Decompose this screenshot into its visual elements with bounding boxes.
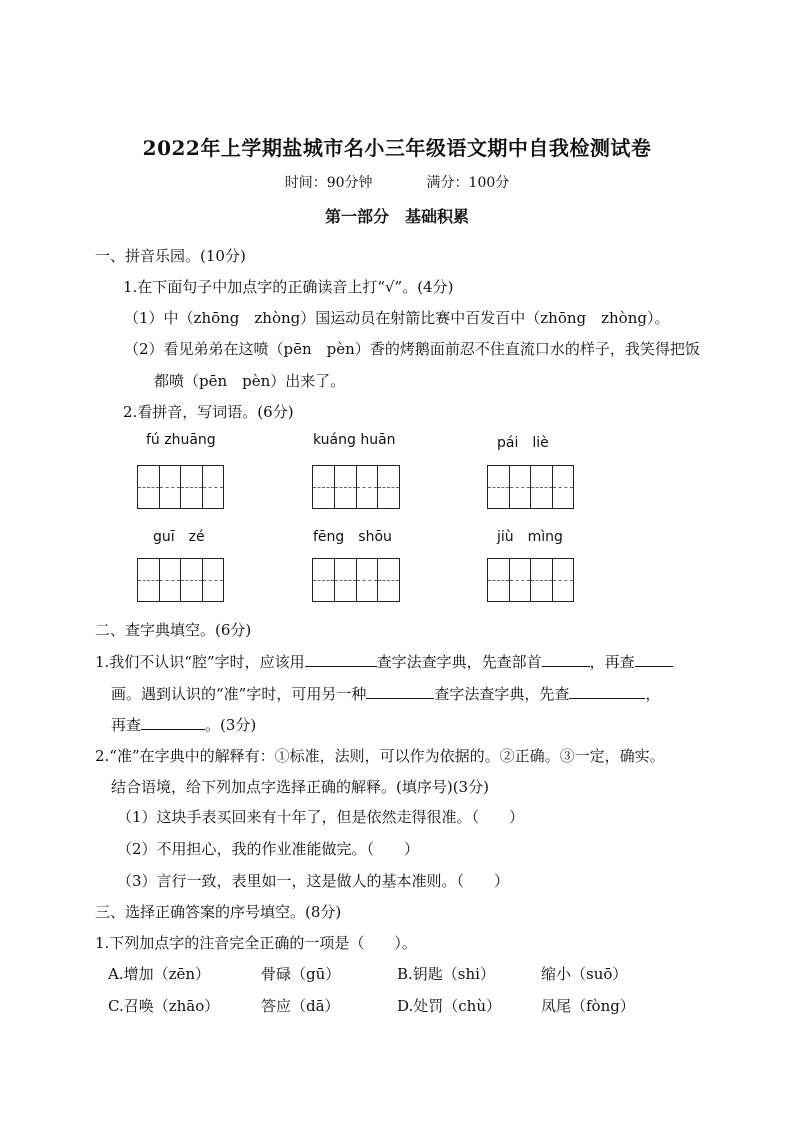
question-text: 。(3分) <box>205 716 257 734</box>
section2-q2-item1: （1）这块手表买回来有十年了，但是依然走得很准。（ ） <box>117 808 525 826</box>
option-c-word2: 答应（dā） <box>261 997 340 1015</box>
section1-q1-item2-line2: 都喷（pēn pèn）出来了。 <box>154 372 346 390</box>
part-title: 第一部分 基础积累 <box>324 207 469 226</box>
section2-q2-item3: （3）言行一致，表里如一，这是做人的基本准则。（ ） <box>117 872 510 890</box>
section1-q1-item1: （1）中（zhōng zhòng）国运动员在射箭比赛中百发百中（zhōng zhòng）。 <box>124 309 670 327</box>
answer-blank[interactable] <box>141 713 205 730</box>
time-limit: 时间：90分钟 <box>284 175 373 191</box>
answer-blank[interactable] <box>305 650 377 667</box>
question-text: 1.我们不认识“腔”字时，应该用 <box>95 653 305 671</box>
option-b: B.钥匙（shi） <box>397 965 495 983</box>
writing-grid[interactable] <box>312 465 400 509</box>
section2-q1-line2 <box>111 682 660 704</box>
answer-blank[interactable] <box>635 650 673 667</box>
option-a: A.增加（zēn） <box>108 965 211 983</box>
pinyin-label: guī zé <box>153 529 205 545</box>
pinyin-label: kuáng huān <box>313 432 396 448</box>
question-text: 查字法查字典，先查 <box>434 685 570 703</box>
option-a-word2: 骨碌（gū） <box>261 965 341 983</box>
section1-heading: 一、拼音乐园。(10分) <box>95 247 246 265</box>
answer-blank[interactable] <box>542 650 590 667</box>
section1-q2: 2.看拼音，写词语。(6分) <box>123 403 294 421</box>
section2-q1-line1 <box>95 650 673 672</box>
writing-grid[interactable] <box>137 558 224 602</box>
pinyin-label: pái liè <box>497 435 549 451</box>
section2-q2-item2: （2）不用担心，我的作业准能做完。（ ） <box>117 840 420 858</box>
pinyin-label: jiù mìng <box>497 529 563 545</box>
pinyin-label: fú zhuāng <box>146 432 216 448</box>
writing-grid[interactable] <box>487 465 574 509</box>
section1-q1: 1.在下面句子中加点字的正确读音上打“√”。(4分) <box>123 278 454 296</box>
pinyin-label: fēng shōu <box>313 529 392 545</box>
writing-grid[interactable] <box>312 558 400 602</box>
section3-q1: 1.下列加点字的注音完全正确的一项是（ ）。 <box>95 934 417 952</box>
section1-q1-item2-line1: （2）看见弟弟在这喷（pēn pèn）香的烤鹅面前忍不住直流口水的样子，我笑得把饭 <box>124 340 700 358</box>
question-text: ，再查 <box>589 653 635 671</box>
full-score: 满分：100分 <box>426 175 510 191</box>
question-text: 查字法查字典，先查部首 <box>376 653 542 671</box>
answer-blank[interactable] <box>569 682 645 699</box>
section2-q1-line3 <box>111 713 256 735</box>
exam-info <box>0 172 794 192</box>
section2-q2-line1: 2.“准”在字典中的解释有：①标准，法则，可以作为依据的。②正确。③一定，确实。 <box>95 747 665 765</box>
question-text: 再查 <box>111 716 142 734</box>
answer-blank[interactable] <box>366 682 434 699</box>
section3-heading: 三、选择正确答案的序号填空。(8分) <box>95 903 342 921</box>
option-d: D.处罚（chù） <box>397 997 501 1015</box>
question-text: ， <box>645 685 661 703</box>
option-b-word2: 缩小（suō） <box>541 965 628 983</box>
option-c: C.召唤（zhāo） <box>108 997 220 1015</box>
exam-title: 2022年上学期盐城市名小三年级语文期中自我检测试卷 <box>142 136 652 160</box>
writing-grid[interactable] <box>137 465 224 509</box>
option-d-word2: 凤尾（fòng） <box>541 997 635 1015</box>
section2-q2-line2: 结合语境，给下列加点字选择正确的解释。(填序号)(3分) <box>111 778 489 796</box>
question-text: 画。遇到认识的“准”字时，可用另一种 <box>111 685 367 703</box>
section2-heading: 二、查字典填空。(6分) <box>95 621 252 639</box>
writing-grid[interactable] <box>487 558 574 602</box>
